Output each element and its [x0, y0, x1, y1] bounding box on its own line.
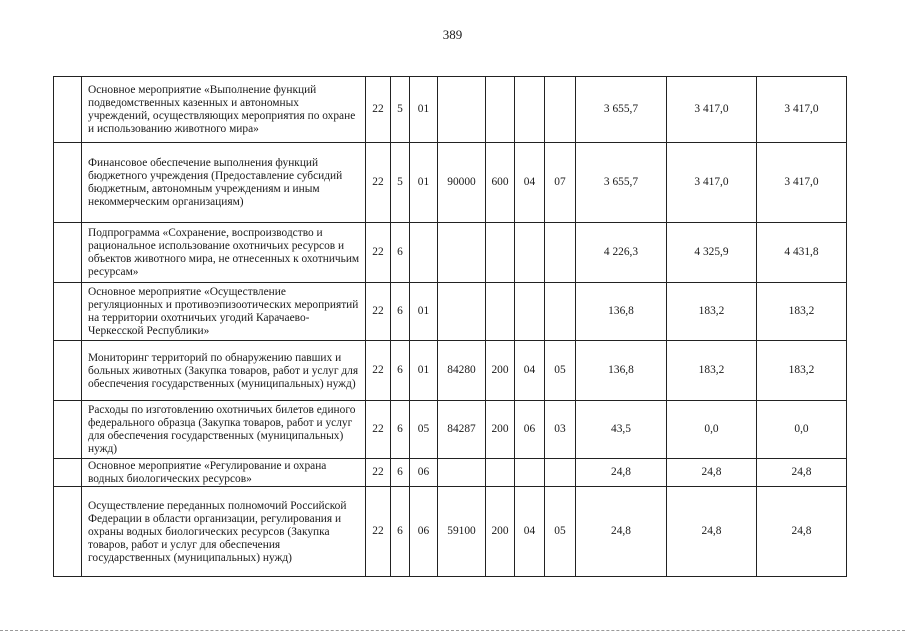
rz-cell [515, 223, 545, 283]
napr-cell [438, 283, 486, 341]
napr-cell [438, 77, 486, 143]
om-cell: 01 [410, 77, 438, 143]
table-row [54, 77, 847, 143]
value-2021-cell: 43,5 [576, 401, 667, 459]
rz-cell: 04 [515, 143, 545, 223]
blank-cell [54, 341, 82, 401]
gp-cell: 22 [366, 401, 391, 459]
value-2021-cell: 136,8 [576, 283, 667, 341]
value-2021-cell: 3 655,7 [576, 77, 667, 143]
pr-cell: 07 [545, 143, 576, 223]
row-name-cell: Осуществление переданных полномочий Российской Федерации в области организации, регулирования и охраны водных биологических ресурсов (Закупка товаров, работ и услуг для обеспечения государственных (муниципальных) нужд) [82, 487, 366, 577]
gp-cell: 22 [366, 77, 391, 143]
blank-cell [54, 77, 82, 143]
value-2023-cell: 3 417,0 [757, 143, 847, 223]
blank-cell [54, 459, 82, 487]
pr-cell [545, 459, 576, 487]
value-2022-cell: 3 417,0 [667, 77, 757, 143]
value-2023-cell: 4 431,8 [757, 223, 847, 283]
gp-cell: 22 [366, 223, 391, 283]
value-2022-cell: 24,8 [667, 487, 757, 577]
table-row [54, 143, 847, 223]
gp-cell: 22 [366, 143, 391, 223]
value-2023-cell: 24,8 [757, 459, 847, 487]
rz-cell: 04 [515, 341, 545, 401]
value-2021-cell: 136,8 [576, 341, 667, 401]
napr-cell: 84287 [438, 401, 486, 459]
pr-cell: 05 [545, 341, 576, 401]
napr-cell [438, 459, 486, 487]
table-row [54, 459, 847, 487]
om-cell [410, 223, 438, 283]
blank-cell [54, 143, 82, 223]
om-cell: 05 [410, 401, 438, 459]
table-row [54, 283, 847, 341]
row-name-cell: Основное мероприятие «Регулирование и охрана водных биологических ресурсов» [82, 459, 366, 487]
pr-cell: 05 [545, 487, 576, 577]
napr-cell [438, 223, 486, 283]
pr-cell [545, 223, 576, 283]
blank-cell [54, 223, 82, 283]
vr-cell [486, 223, 515, 283]
rz-cell [515, 283, 545, 341]
pp-cell: 6 [391, 401, 410, 459]
value-2023-cell: 24,8 [757, 487, 847, 577]
om-cell: 01 [410, 283, 438, 341]
blank-cell [54, 487, 82, 577]
pp-cell: 6 [391, 223, 410, 283]
pp-cell: 6 [391, 487, 410, 577]
pp-cell: 6 [391, 459, 410, 487]
gp-cell: 22 [366, 283, 391, 341]
value-2023-cell: 3 417,0 [757, 77, 847, 143]
value-2022-cell: 0,0 [667, 401, 757, 459]
rz-cell [515, 459, 545, 487]
pp-cell: 5 [391, 77, 410, 143]
gp-cell: 22 [366, 487, 391, 577]
pp-cell: 6 [391, 341, 410, 401]
vr-cell [486, 77, 515, 143]
om-cell: 06 [410, 487, 438, 577]
napr-cell: 84280 [438, 341, 486, 401]
table-row [54, 487, 847, 577]
budget-table [53, 76, 847, 577]
value-2022-cell: 183,2 [667, 341, 757, 401]
pr-cell [545, 77, 576, 143]
om-cell: 01 [410, 341, 438, 401]
value-2021-cell: 24,8 [576, 487, 667, 577]
pp-cell: 6 [391, 283, 410, 341]
om-cell: 06 [410, 459, 438, 487]
value-2021-cell: 4 226,3 [576, 223, 667, 283]
value-2022-cell: 183,2 [667, 283, 757, 341]
rz-cell: 04 [515, 487, 545, 577]
om-cell: 01 [410, 143, 438, 223]
value-2022-cell: 3 417,0 [667, 143, 757, 223]
pr-cell [545, 283, 576, 341]
value-2022-cell: 24,8 [667, 459, 757, 487]
blank-cell [54, 283, 82, 341]
vr-cell [486, 283, 515, 341]
page-number: 389 [442, 27, 463, 42]
table-row [54, 401, 847, 459]
row-name-cell: Мониторинг территорий по обнаружению павших и больных животных (Закупка товаров, работ и услуг для обеспечения государственных (муниципальных) нужд) [82, 341, 366, 401]
row-name-cell: Финансовое обеспечение выполнения функций бюджетного учреждения (Предоставление субсидий бюджетным, автономным учреждениям и иным некоммерческим организациям) [82, 143, 366, 223]
napr-cell: 59100 [438, 487, 486, 577]
value-2023-cell: 0,0 [757, 401, 847, 459]
value-2023-cell: 183,2 [757, 341, 847, 401]
gp-cell: 22 [366, 459, 391, 487]
rz-cell [515, 77, 545, 143]
pr-cell: 03 [545, 401, 576, 459]
rz-cell: 06 [515, 401, 545, 459]
page-edge-line [0, 630, 905, 631]
value-2021-cell: 24,8 [576, 459, 667, 487]
row-name-cell: Основное мероприятие «Выполнение функций подведомственных казенных и автономных учреждений, осуществляющих мероприятия по охране и использованию животного мира» [82, 77, 366, 143]
blank-cell [54, 401, 82, 459]
row-name-cell: Основное мероприятие «Осуществление регуляционных и противоэпизоотических мероприятий на территории охотничьих угодий Карачаево-Черкесской Республики» [82, 283, 366, 341]
table-row [54, 341, 847, 401]
pp-cell: 5 [391, 143, 410, 223]
value-2022-cell: 4 325,9 [667, 223, 757, 283]
value-2021-cell: 3 655,7 [576, 143, 667, 223]
vr-cell: 200 [486, 487, 515, 577]
table-row [54, 223, 847, 283]
vr-cell: 200 [486, 341, 515, 401]
gp-cell: 22 [366, 341, 391, 401]
value-2023-cell: 183,2 [757, 283, 847, 341]
napr-cell: 90000 [438, 143, 486, 223]
row-name-cell: Подпрограмма «Сохранение, воспроизводство и рациональное использование охотничьих ресурсов и объектов животного мира, не отнесенных к охотничьим ресурсам» [82, 223, 366, 283]
vr-cell [486, 459, 515, 487]
vr-cell: 200 [486, 401, 515, 459]
vr-cell: 600 [486, 143, 515, 223]
row-name-cell: Расходы по изготовлению охотничьих билетов единого федерального образца (Закупка товаров, работ и услуг для обеспечения государственных (муниципальных) нужд) [82, 401, 366, 459]
